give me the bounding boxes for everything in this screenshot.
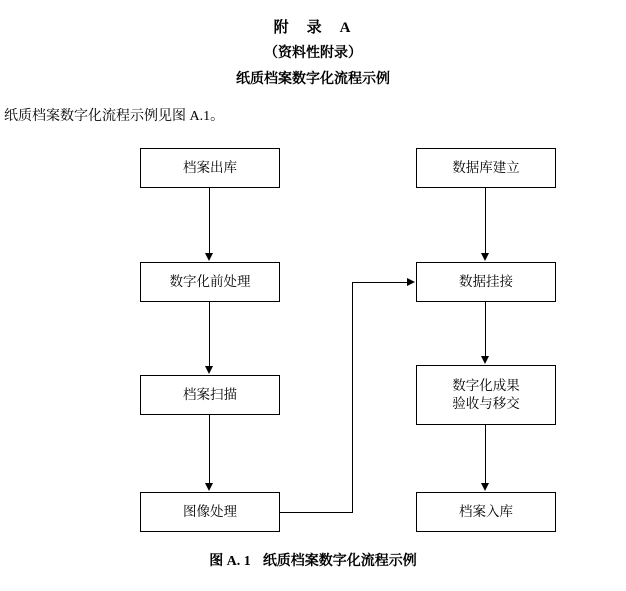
flow-node-label: 档案扫描 [183, 386, 237, 402]
flow-node-scanning [140, 375, 280, 415]
flow-node-archive-inbound [416, 492, 556, 532]
arrowhead-scan-to-image [205, 483, 213, 491]
figure-caption [0, 550, 626, 570]
arrowhead-pre-to-scan [205, 366, 213, 374]
flow-node-acceptance-transfer [416, 365, 556, 425]
flow-node-label-line1: 数字化成果 [452, 377, 520, 393]
flow-node-label: 数字化前处理 [169, 273, 251, 289]
flow-node-archive-outbound [140, 148, 280, 188]
flow-node-label: 图像处理 [183, 503, 237, 519]
flow-node-label: 数据库建立 [452, 159, 520, 175]
arrowhead-database-to-linking [481, 253, 489, 261]
figure-caption-title: 纸质档案数字化流程示例 [262, 554, 417, 569]
arrowhead-outbound-to-pre [205, 253, 213, 261]
edge-outbound-to-pre [209, 188, 210, 254]
arrowhead-linking-to-acceptance [481, 356, 489, 364]
flow-node-label-line2: 验收与移交 [452, 396, 520, 411]
edge-scan-to-image [209, 415, 210, 484]
arrowhead-image-to-linking [407, 278, 415, 286]
appendix-title: 纸质档案数字化流程示例 [236, 72, 390, 87]
edge-linking-to-acceptance [485, 302, 486, 357]
edge-database-to-linking [485, 188, 486, 254]
flow-node-database-creation [416, 148, 556, 188]
edge-image-to-linking-h2 [352, 282, 408, 283]
flow-node-label: 档案出库 [183, 159, 237, 175]
figure-caption-label: 图 A. 1 [209, 554, 251, 569]
appendix-label [0, 16, 626, 37]
appendix-label-left: 附 [273, 20, 291, 36]
appendix-type: （资料性附录） [264, 46, 362, 61]
intro-paragraph: 纸质档案数字化流程示例见图 A.1。 [4, 109, 225, 124]
edge-pre-to-scan [209, 302, 210, 367]
flow-node-label: 数据挂接 [459, 273, 513, 289]
appendix-label-right: 录 [306, 20, 324, 36]
flow-node-image-processing [140, 492, 280, 532]
edge-image-to-linking-h1 [280, 512, 352, 513]
flow-node-label: 档案入库 [459, 503, 513, 519]
edge-image-to-linking-v [352, 282, 353, 513]
flow-node-pre-digitization [140, 262, 280, 302]
flow-node-data-linking [416, 262, 556, 302]
appendix-letter: A [339, 20, 353, 36]
arrowhead-acceptance-to-inbound [481, 483, 489, 491]
edge-acceptance-to-inbound [485, 425, 486, 484]
